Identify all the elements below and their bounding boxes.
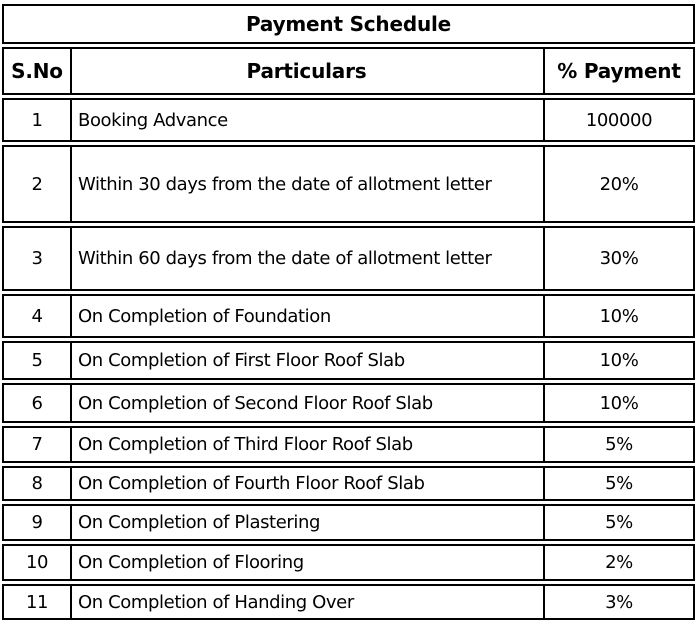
row-particulars: On Completion of Plastering <box>70 506 543 539</box>
row-serial-number: 11 <box>25 591 49 613</box>
table-row <box>2 504 695 541</box>
table-row <box>2 544 695 581</box>
row-serial-number: 5 <box>31 350 43 371</box>
row-serial-number: 10 <box>25 552 49 573</box>
row-particulars: On Completion of Foundation <box>70 296 543 336</box>
table-row <box>2 98 695 142</box>
table-title-row <box>2 4 695 44</box>
table-body <box>2 98 695 620</box>
row-serial-number: 4 <box>31 305 43 327</box>
row-serial-number: 2 <box>31 173 43 195</box>
table-row <box>2 145 695 223</box>
table-title: Payment Schedule <box>245 12 452 36</box>
table-row <box>2 294 695 338</box>
row-payment: 10% <box>543 296 693 336</box>
row-payment: 30% <box>543 228 693 289</box>
table-header-row <box>2 47 695 95</box>
row-payment: 10% <box>543 343 693 378</box>
table-row <box>2 341 695 380</box>
column-header-sno: S.No <box>11 59 63 83</box>
row-serial-number: 1 <box>31 109 43 131</box>
table-row <box>2 426 695 463</box>
row-payment: 2% <box>543 546 693 579</box>
row-particulars: On Completion of Fourth Floor Roof Slab <box>70 468 543 499</box>
row-serial-number: 8 <box>31 473 43 494</box>
column-header-particulars: Particulars <box>70 49 543 93</box>
table-row <box>2 584 695 620</box>
row-serial-number: 7 <box>31 434 43 455</box>
row-particulars: On Completion of Flooring <box>70 546 543 579</box>
row-payment: 5% <box>543 506 693 539</box>
row-particulars: Within 60 days from the date of allotment letter <box>70 228 543 289</box>
row-payment: 20% <box>543 147 693 221</box>
row-payment: 5% <box>543 428 693 461</box>
row-particulars: Booking Advance <box>70 100 543 140</box>
row-particulars: On Completion of Handing Over <box>70 586 543 618</box>
row-payment: 5% <box>543 468 693 499</box>
row-serial-number: 6 <box>31 392 43 414</box>
table-row <box>2 226 695 291</box>
row-payment: 3% <box>543 586 693 618</box>
row-particulars: On Completion of First Floor Roof Slab <box>70 343 543 378</box>
row-serial-number: 3 <box>31 248 43 269</box>
table-row <box>2 383 695 423</box>
column-header-payment: % Payment <box>543 49 693 93</box>
row-particulars: Within 30 days from the date of allotment letter <box>70 147 543 221</box>
row-payment: 100000 <box>543 100 693 140</box>
row-serial-number: 9 <box>31 512 43 533</box>
table-row <box>2 466 695 501</box>
row-particulars: On Completion of Third Floor Roof Slab <box>70 428 543 461</box>
row-payment: 10% <box>543 385 693 421</box>
row-particulars: On Completion of Second Floor Roof Slab <box>70 385 543 421</box>
